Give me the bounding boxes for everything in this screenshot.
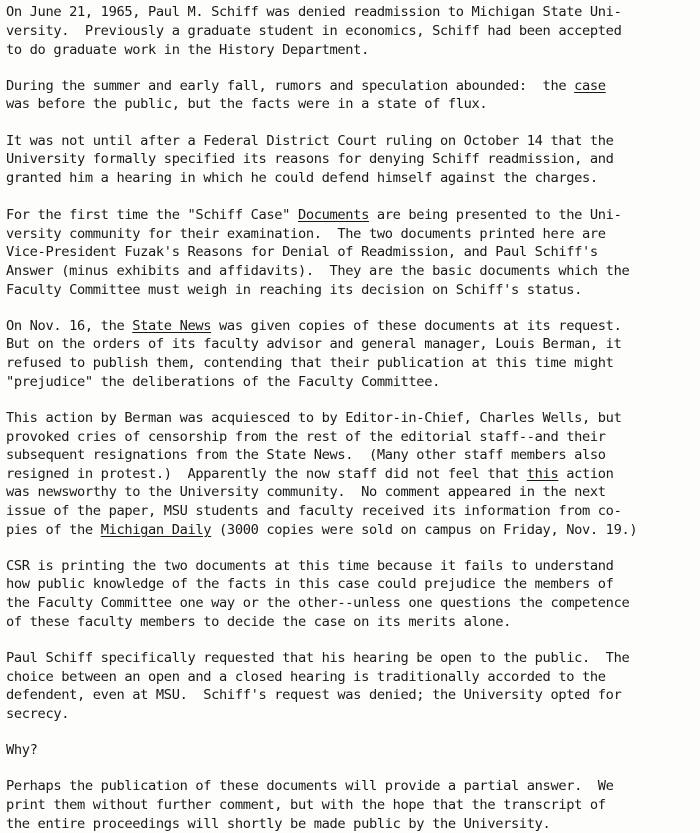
underlined-phrase: State News [132, 318, 212, 334]
text-line: issue of the paper, MSU students and faculty received its information from co- [6, 503, 622, 519]
text-line: was newsworthy to the University community. No comment appeared in the next [6, 484, 606, 500]
text-line: On Nov. 16, the State News was given copies of these documents at its request. [6, 318, 622, 334]
text-line: "prejudice" the deliberations of the Faculty Committee. [6, 374, 440, 390]
text-line: the entire proceedings will shortly be made public by the University. [6, 816, 551, 832]
text-line: refused to publish them, contending that their publication at this time might [6, 355, 614, 371]
text-line: Answer (minus exhibits and affidavits). They are the basic documents which the [6, 263, 630, 279]
text-line: CSR is printing the two documents at this time because it fails to understand [6, 558, 614, 574]
text-line: was before the public, but the facts were in a state of flux. [6, 96, 488, 112]
text-line: For the first time the "Schiff Case" Documents are being presented to the Uni- [6, 207, 622, 223]
text-line: It was not until after a Federal District Court ruling on October 14 that the [6, 133, 614, 149]
text-line: how public knowledge of the facts in this case could prejudice the members of [6, 576, 614, 592]
text-line: to do graduate work in the History Department. [6, 42, 369, 58]
text-line: secrecy. [6, 706, 70, 722]
text-line: Faculty Committee must weigh in reaching its decision on Schiff's status. [6, 282, 583, 298]
text-line: pies of the Michigan Daily (3000 copies were sold on campus on Friday, Nov. 19.) [6, 522, 638, 538]
text-line: Paul Schiff specifically requested that his hearing be open to the public. The [6, 650, 630, 666]
text-line: granted him a hearing in which he could defend himself against the charges. [6, 170, 598, 186]
text-line: versity. Previously a graduate student in economics, Schiff had been accepted [6, 23, 622, 39]
text-line: Why? [6, 742, 38, 758]
text-line: During the summer and early fall, rumors and speculation abounded: the case [6, 78, 606, 94]
text-line: University formally specified its reasons for denying Schiff readmission, and [6, 151, 614, 167]
text-line: the Faculty Committee one way or the other--unless one questions the competence [6, 595, 630, 611]
text-line: provoked cries of censorship from the rest of the editorial staff--and their [6, 429, 606, 445]
text-line: of these faculty members to decide the case on its merits alone. [6, 614, 511, 630]
underlined-phrase: this [526, 466, 559, 482]
underlined-phrase: case [574, 78, 606, 94]
text-line: Vice-President Fuzak's Reasons for Denial of Readmission, and Paul Schiff's [6, 244, 598, 260]
underlined-phrase: Documents [297, 207, 369, 223]
underlined-phrase: Michigan Daily [100, 522, 212, 538]
text-line: defendent, even at MSU. Schiff's request was denied; the University opted for [6, 687, 622, 703]
text-line: resigned in protest.) Apparently the now staff did not feel that this action [6, 466, 614, 482]
text-line: print them without further comment, but with the hope that the transcript of [6, 797, 606, 813]
text-line: But on the orders of its faculty advisor and general manager, Louis Berman, it [6, 336, 622, 352]
text-line: This action by Berman was acquiesced to by Editor-in-Chief, Charles Wells, but [6, 410, 622, 426]
text-line: On June 21, 1965, Paul M. Schiff was denied readmission to Michigan State Uni- [6, 4, 622, 20]
text-line: Perhaps the publication of these documents will provide a partial answer. We [6, 778, 614, 794]
text-line: versity community for their examination. The two documents printed here are [6, 226, 606, 242]
text-line: choice between an open and a closed hearing is traditionally accorded to the [6, 669, 606, 685]
text-line: subsequent resignations from the State News. (Many other staff members also [6, 447, 606, 463]
